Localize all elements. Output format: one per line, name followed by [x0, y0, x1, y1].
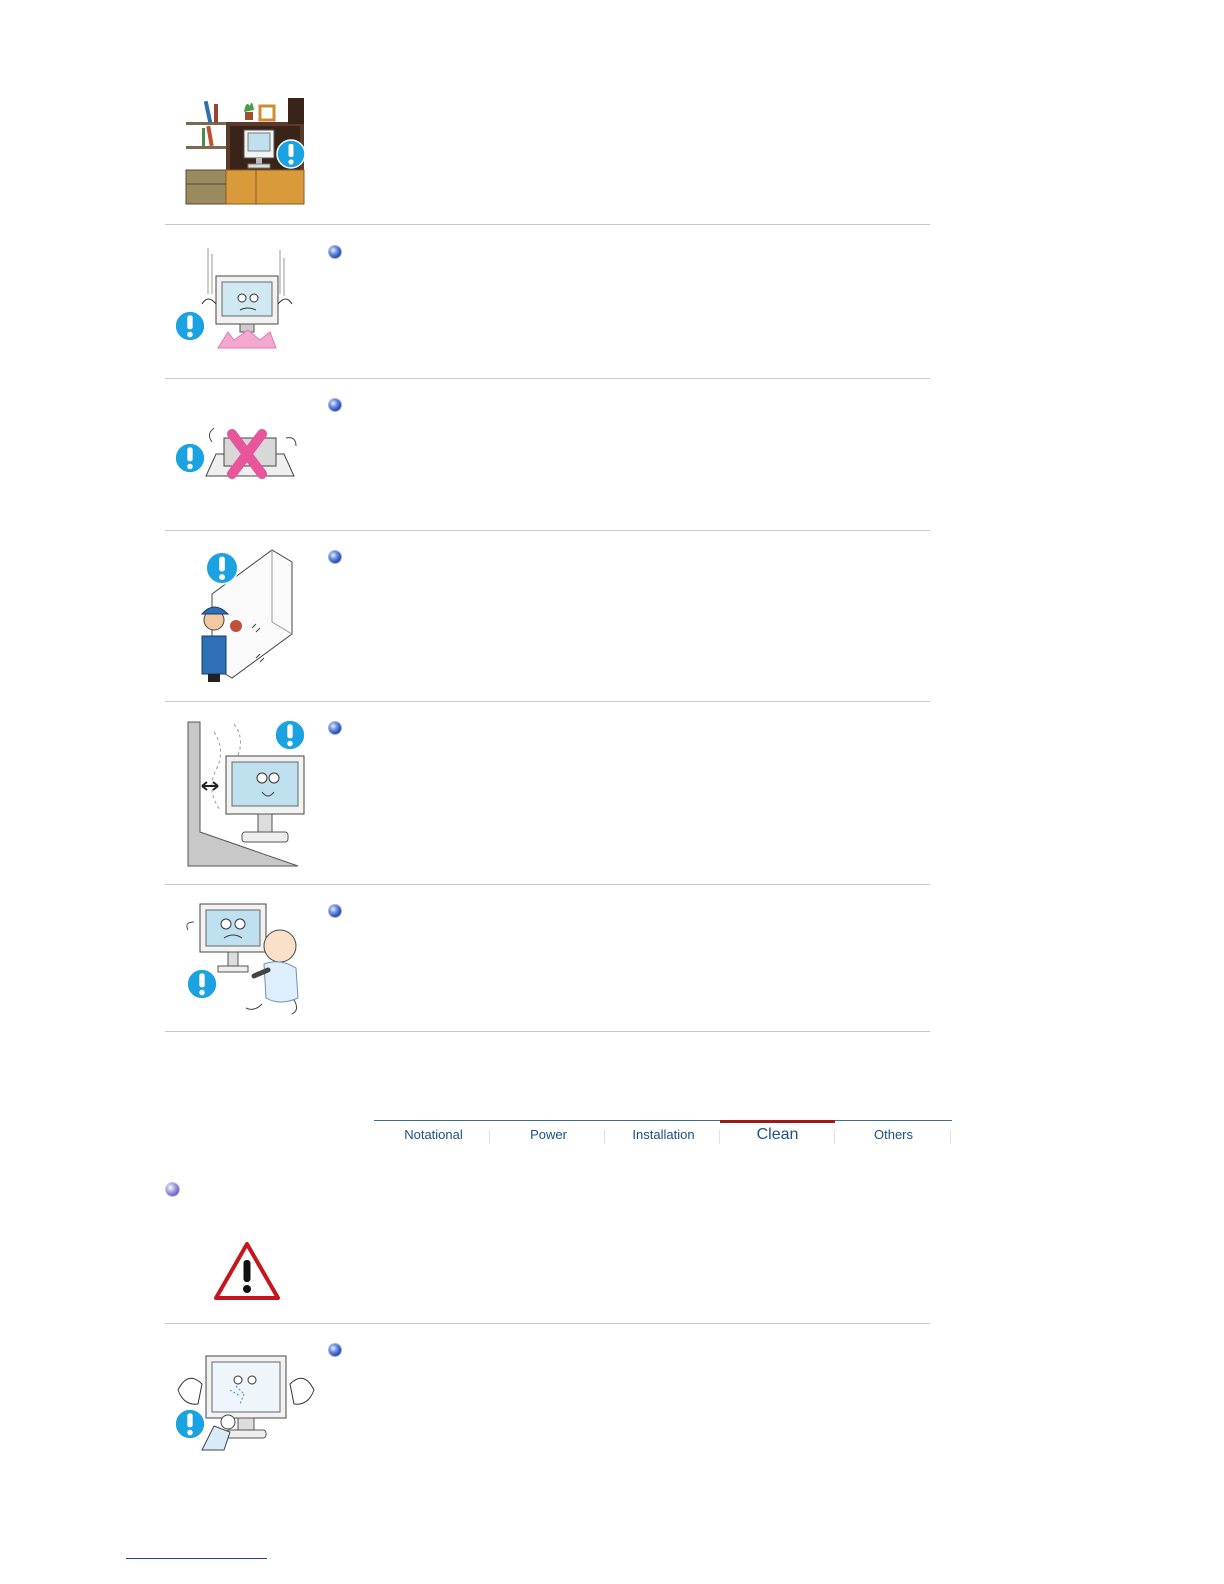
exclamation-mark-icon	[205, 551, 239, 585]
exclamation-mark-icon	[174, 310, 206, 342]
blue-sphere-bullet-icon	[329, 551, 341, 563]
row-separator	[165, 1031, 930, 1032]
exclamation-mark-icon	[274, 719, 306, 751]
tab-clean[interactable]: Clean	[720, 1120, 835, 1150]
tab-divider	[604, 1130, 605, 1144]
section-heading-bullet-icon	[166, 1183, 179, 1196]
row-separator	[165, 884, 930, 885]
row-separator	[165, 378, 930, 379]
row-separator	[165, 530, 930, 531]
exclamation-mark-icon	[186, 968, 218, 1000]
tab-divider	[489, 1130, 490, 1144]
exclamation-mark-icon	[174, 1408, 206, 1440]
exclamation-mark-icon	[276, 139, 306, 169]
row-separator	[165, 1323, 930, 1324]
blue-sphere-bullet-icon	[329, 905, 341, 917]
tab-power[interactable]: Power	[530, 1127, 567, 1142]
exclamation-mark-icon	[174, 442, 206, 474]
footnote-rule	[126, 1558, 267, 1559]
blue-sphere-bullet-icon	[329, 399, 341, 411]
blue-sphere-bullet-icon	[329, 722, 341, 734]
tab-others[interactable]: Others	[873, 1127, 913, 1142]
blue-sphere-bullet-icon	[329, 1344, 341, 1356]
row-separator	[165, 224, 930, 225]
blue-sphere-bullet-icon	[329, 246, 341, 258]
tab-notational[interactable]: Notational	[404, 1127, 463, 1142]
safety-section-tabs	[374, 1120, 952, 1154]
tab-divider	[950, 1130, 951, 1144]
tab-divider	[834, 1130, 835, 1144]
illustration-monitor-face-down	[198, 426, 302, 484]
tab-installation[interactable]: Installation	[632, 1127, 695, 1142]
caution-triangle-icon	[212, 1240, 282, 1302]
row-separator	[165, 701, 930, 702]
